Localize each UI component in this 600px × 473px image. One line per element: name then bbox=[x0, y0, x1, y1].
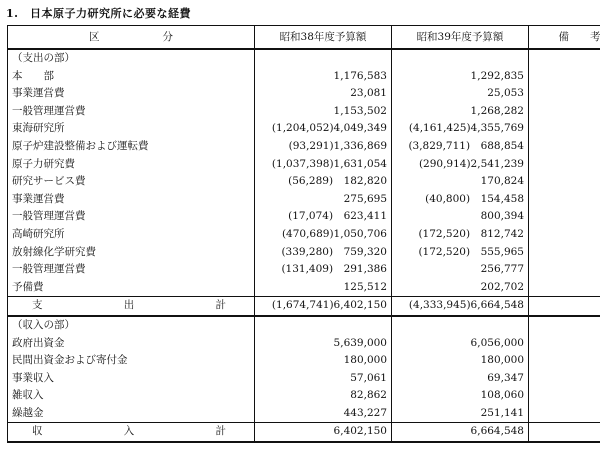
row-fy38: (17,074) 623,411 bbox=[255, 208, 392, 226]
row-label: 事業運営費 bbox=[8, 191, 255, 209]
row-fy39: (4,161,425)4,355,769 bbox=[392, 120, 529, 138]
row-label: 政府出資金 bbox=[8, 335, 255, 353]
row-fy38: (131,409) 291,386 bbox=[255, 261, 392, 279]
row-fy38: 180,000 bbox=[255, 352, 392, 370]
row-fy39: 108,060 bbox=[392, 387, 529, 405]
row-label: 本 部 bbox=[8, 68, 255, 86]
row-label: 原子力研究費 bbox=[8, 156, 255, 174]
table-row bbox=[8, 208, 600, 226]
expenditure-section-label: （支出の部） bbox=[8, 49, 255, 68]
section-row bbox=[8, 316, 600, 335]
row-label: 事業運営費 bbox=[8, 85, 255, 103]
row-label: 一般管理運営費 bbox=[8, 103, 255, 121]
table-row bbox=[8, 244, 600, 262]
expenditure-total-fy39: (4,333,945)6,664,548 bbox=[392, 297, 529, 316]
row-fy39: 25,053 bbox=[392, 85, 529, 103]
row-fy39: (290,914)2,541,239 bbox=[392, 156, 529, 174]
income-total-label: 収 入 計 bbox=[32, 425, 226, 438]
table-row bbox=[8, 138, 600, 156]
row-fy38: (470,689)1,050,706 bbox=[255, 226, 392, 244]
row-fy38: 443,227 bbox=[255, 405, 392, 423]
row-fy39: (40,800) 154,458 bbox=[392, 191, 529, 209]
row-fy38: 1,176,583 bbox=[255, 68, 392, 86]
expenditure-total-label: 支 出 計 bbox=[32, 299, 226, 312]
expenditure-total-fy38: (1,674,741)6,402,150 bbox=[255, 297, 392, 316]
col-header-remarks: 備 考 bbox=[529, 26, 600, 50]
row-fy38: 82,862 bbox=[255, 387, 392, 405]
row-fy38: 1,153,502 bbox=[255, 103, 392, 121]
row-label: 原子炉建設整備および運転費 bbox=[8, 138, 255, 156]
table-row bbox=[8, 68, 600, 86]
row-fy38: 5,639,000 bbox=[255, 335, 392, 353]
income-total-fy39: 6,664,548 bbox=[392, 423, 529, 442]
row-label: 一般管理運営費 bbox=[8, 261, 255, 279]
income-total-row bbox=[8, 423, 600, 442]
row-fy39: 180,000 bbox=[392, 352, 529, 370]
table-row bbox=[8, 261, 600, 279]
row-label: 放射線化学研究費 bbox=[8, 244, 255, 262]
row-label: 予備費 bbox=[8, 279, 255, 297]
table-row bbox=[8, 103, 600, 121]
table-row bbox=[8, 120, 600, 138]
table-row bbox=[8, 156, 600, 174]
table-row bbox=[8, 335, 600, 353]
expenditure-total-row bbox=[8, 297, 600, 316]
row-fy38: 57,061 bbox=[255, 370, 392, 388]
income-total-fy38: 6,402,150 bbox=[255, 423, 392, 442]
row-label: 事業収入 bbox=[8, 370, 255, 388]
header-row bbox=[8, 26, 600, 50]
table-row bbox=[8, 279, 600, 297]
row-label: 民間出資金および寄付金 bbox=[8, 352, 255, 370]
row-label: 雑収入 bbox=[8, 387, 255, 405]
income-section-label: （収入の部） bbox=[8, 316, 255, 335]
row-label: 東海研究所 bbox=[8, 120, 255, 138]
row-fy39: (172,520) 812,742 bbox=[392, 226, 529, 244]
row-label: 研究サービス費 bbox=[8, 173, 255, 191]
row-fy39: 170,824 bbox=[392, 173, 529, 191]
table-caption: 1. 日本原子力研究所に必要な経費 bbox=[6, 7, 191, 20]
row-fy39: 256,777 bbox=[392, 261, 529, 279]
col-header-fy39: 昭和39年度予算額 bbox=[392, 26, 529, 50]
row-fy39: 1,292,835 bbox=[392, 68, 529, 86]
row-fy39: 202,702 bbox=[392, 279, 529, 297]
row-label: 繰越金 bbox=[8, 405, 255, 423]
table-row bbox=[8, 191, 600, 209]
table-row bbox=[8, 370, 600, 388]
budget-table bbox=[7, 25, 600, 443]
table-row bbox=[8, 85, 600, 103]
row-fy38: 23,081 bbox=[255, 85, 392, 103]
table-row bbox=[8, 405, 600, 423]
row-fy39: 800,394 bbox=[392, 208, 529, 226]
row-label: 高崎研究所 bbox=[8, 226, 255, 244]
col-header-category bbox=[8, 26, 255, 50]
table-row bbox=[8, 387, 600, 405]
row-fy39: 1,268,282 bbox=[392, 103, 529, 121]
col-header-category-label: 区 分 bbox=[89, 31, 173, 43]
table-row bbox=[8, 226, 600, 244]
row-fy38: 125,512 bbox=[255, 279, 392, 297]
row-fy39: (3,829,711) 688,854 bbox=[392, 138, 529, 156]
row-fy39: 251,141 bbox=[392, 405, 529, 423]
row-label: 一般管理運営費 bbox=[8, 208, 255, 226]
row-fy38: (1,204,052)4,049,349 bbox=[255, 120, 392, 138]
row-fy38: (93,291)1,336,869 bbox=[255, 138, 392, 156]
table-row bbox=[8, 352, 600, 370]
row-fy38: (339,280) 759,320 bbox=[255, 244, 392, 262]
section-row bbox=[8, 49, 600, 68]
row-fy39: 6,056,000 bbox=[392, 335, 529, 353]
row-fy39: (172,520) 555,965 bbox=[392, 244, 529, 262]
col-header-fy38: 昭和38年度予算額 bbox=[255, 26, 392, 50]
row-fy38: (56,289) 182,820 bbox=[255, 173, 392, 191]
table-row bbox=[8, 173, 600, 191]
row-fy38: 275,695 bbox=[255, 191, 392, 209]
row-fy39: 69,347 bbox=[392, 370, 529, 388]
row-fy38: (1,037,398)1,631,054 bbox=[255, 156, 392, 174]
